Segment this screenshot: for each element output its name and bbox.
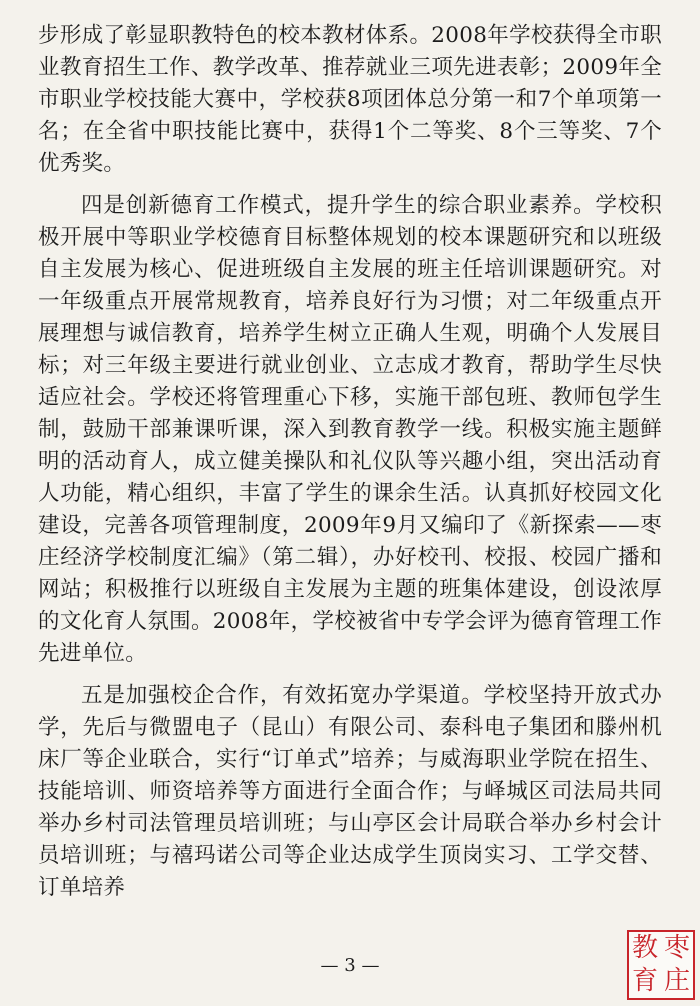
seal-char: 育 bbox=[631, 966, 658, 996]
seal-char: 教 bbox=[631, 933, 658, 963]
seal-stamp bbox=[627, 930, 695, 1000]
paragraph-continuation: 步形成了彰显职教特色的校本教材体系。2008年学校获得全市职业教育招生工作、教学改革、推荐就业三项先进表彰；2009年全市职业学校技能大赛中，学校获8项团体总分第一和7个单项第一名；在全省中职技能比赛中，获得1个二等奖、8个三等奖、7个优秀奖。 bbox=[38, 23, 662, 176]
paragraph-school-enterprise: 五是加强校企合作，有效拓宽办学渠道。学校坚持开放式办学，先后与微盟电子（昆山）有限公司、泰科电子集团和滕州机床厂等企业联合，实行“订单式”培养；与威海职业学院在招生、技能培训、师资培养等方面进行全面合作；与峄城区司法局共同举办乡村司法管理员培训班；与山亭区会计局联合举办乡村会计员培训班；与禧玛诺公司等企业达成学生顶岗实习、工学交替、订单培养 bbox=[38, 683, 662, 900]
page-number: — 3 — bbox=[320, 955, 380, 976]
seal-char: 枣 bbox=[663, 933, 690, 963]
body-text bbox=[38, 20, 662, 904]
paragraph-moral-education: 四是创新德育工作模式，提升学生的综合职业素养。学校积极开展中等职业学校德育目标整体规划的校本课题研究和以班级自主发展为核心、促进班级自主发展的班主任培训课题研究。对一年级重点开展常规教育，培养良好行为习惯；对二年级重点开展理想与诚信教育，培养学生树立正确人生观，明确个人发展目标；对三年级主要进行就业创业、立志成才教育，帮助学生尽快适应社会。学校还将管理重心下移，实施干部包班、教师包学生制，鼓励干部兼课听课，深入到教育教学一线。积极实施主题鲜明的活动育人，成立健美操队和礼仪队等兴趣小组，突出活动育人功能，精心组织，丰富了学生的课余生活。认真抓好校园文化建设，完善各项管理制度，2009年9月又编印了《新探索——枣庄经济学校制度汇编》（第二辑），办好校刊、校报、校园广播和网站；积极推行以班级自主发展为主题的班集体建设，创设浓厚的文化育人氛围。2008年，学校被省中专学会评为德育管理工作先进单位。 bbox=[38, 193, 662, 666]
seal-char: 庄 bbox=[663, 966, 690, 996]
